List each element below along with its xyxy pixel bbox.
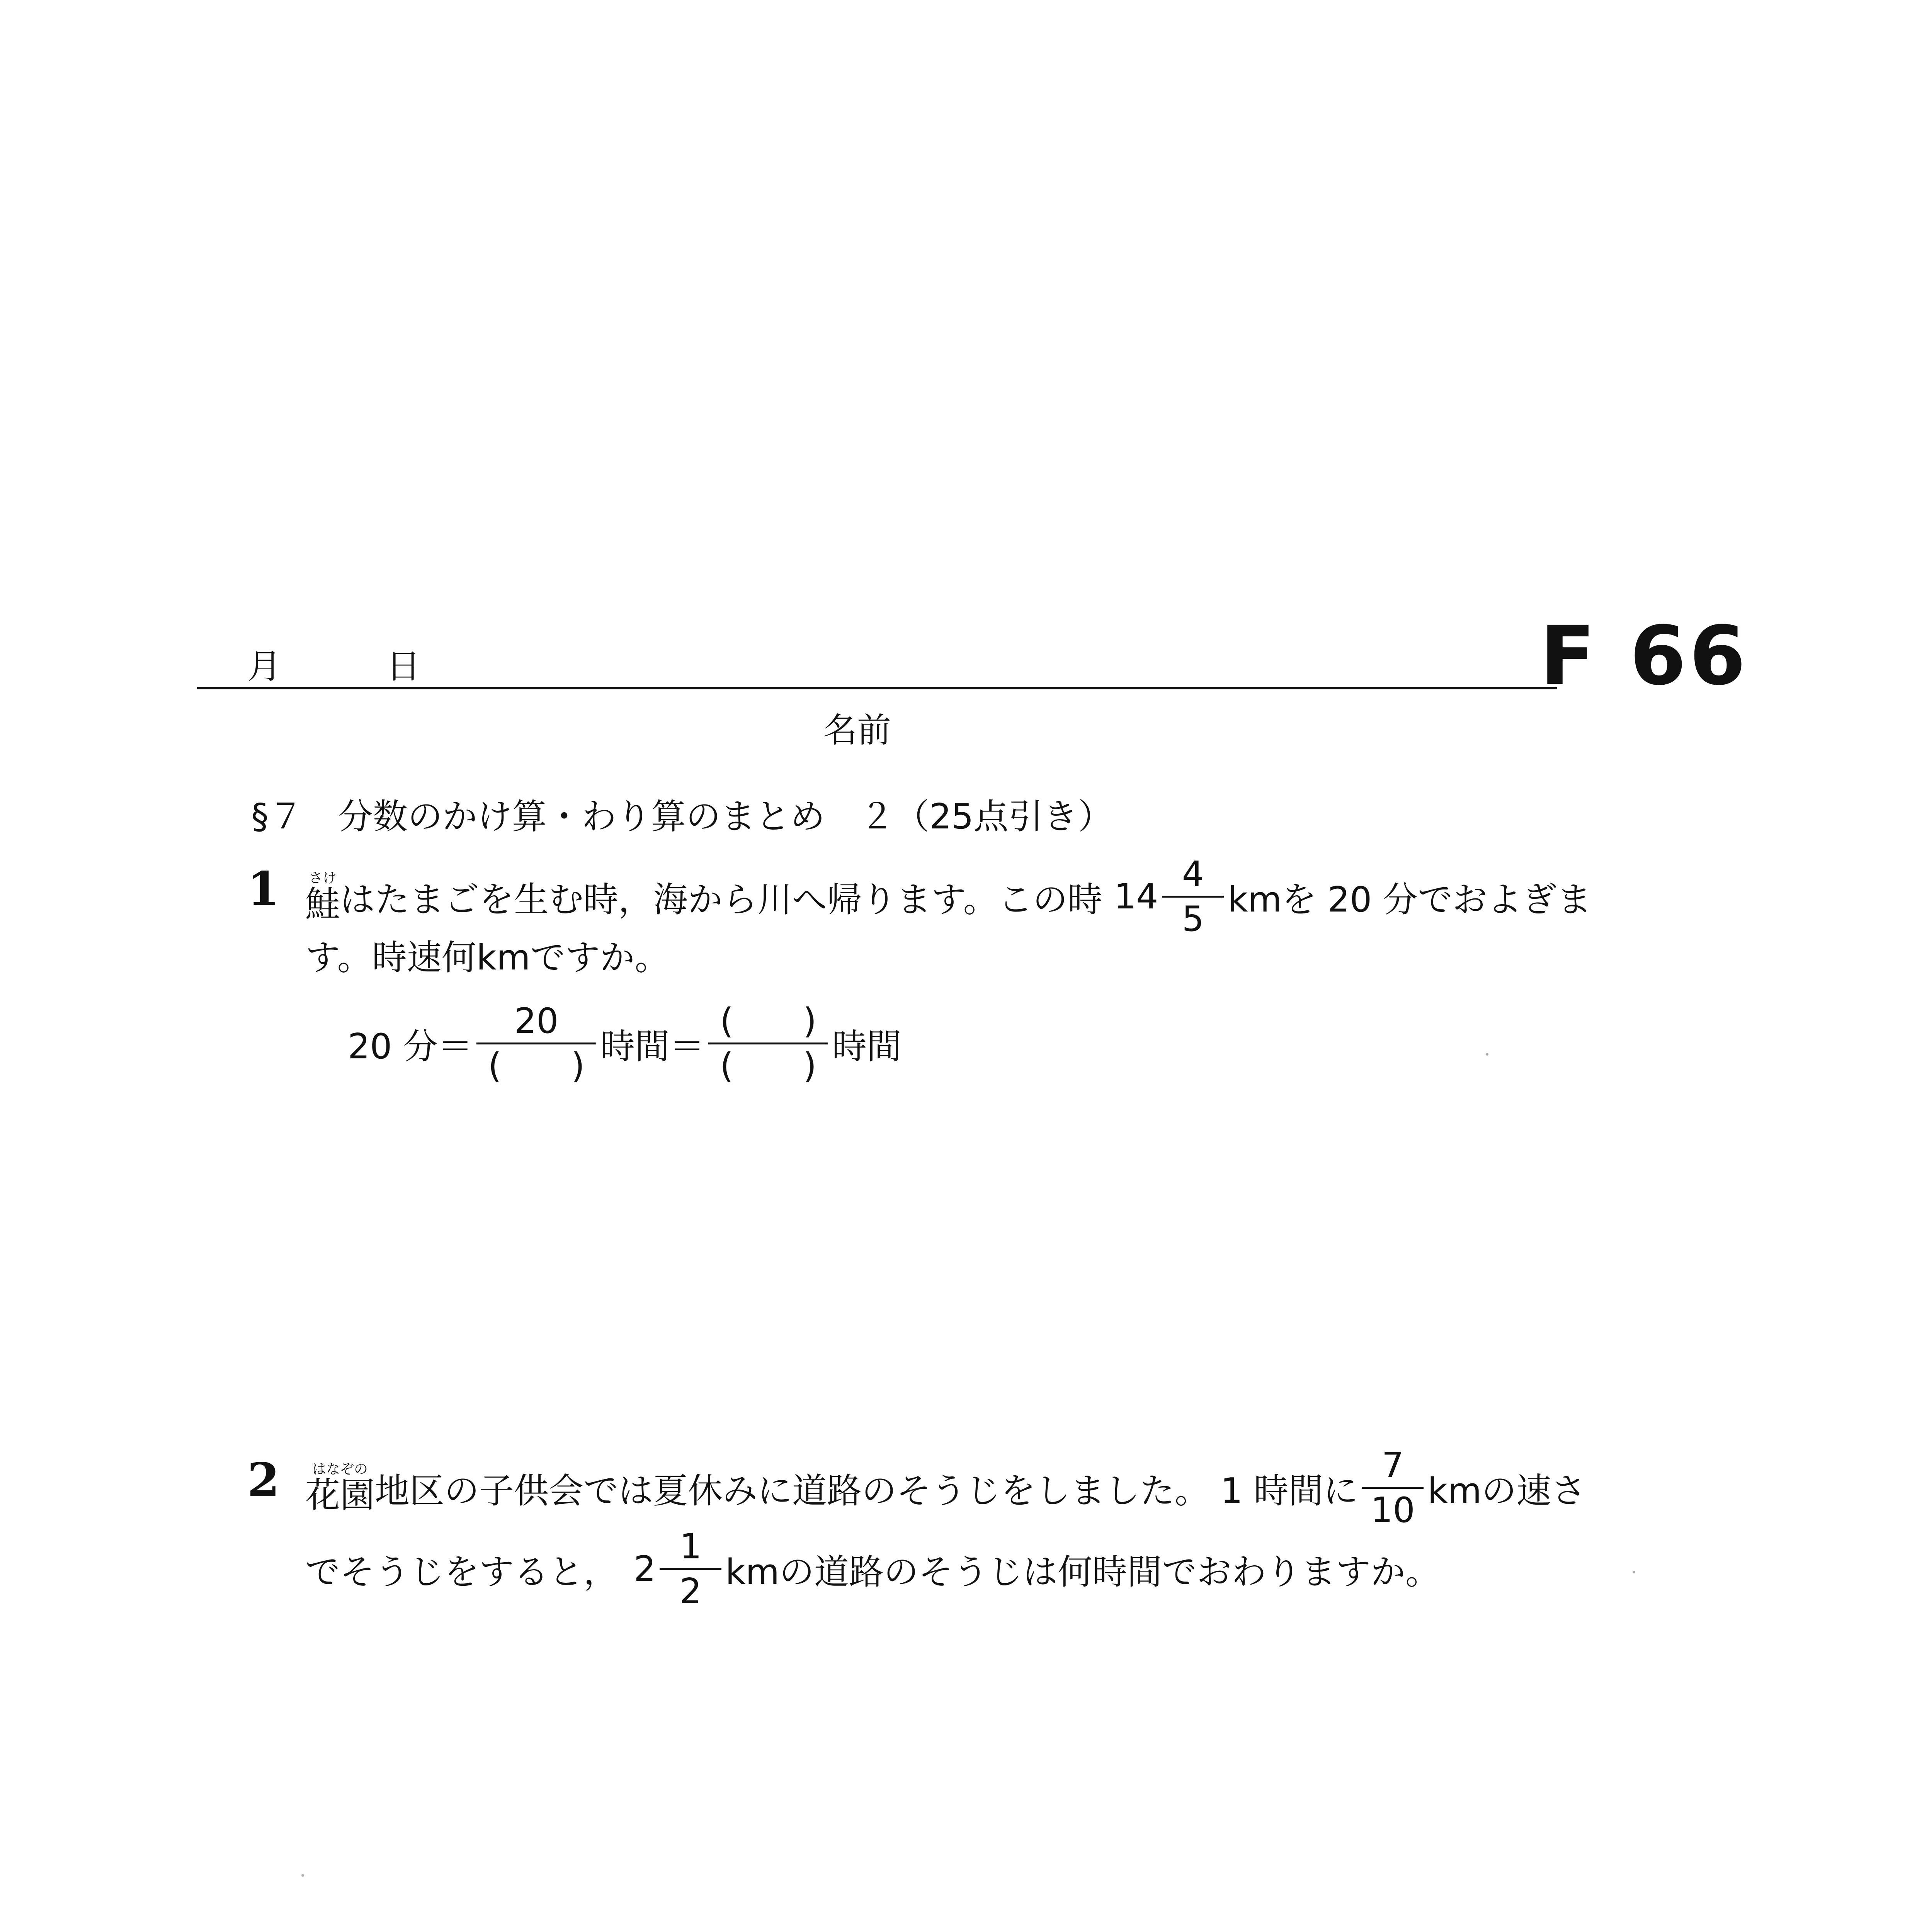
fraction-denominator: 2 — [679, 1571, 702, 1612]
question-2-number: 2 — [247, 1453, 280, 1507]
fraction-numerator: 7 — [1381, 1445, 1404, 1486]
question-2-line-2-text: でそうじをすると， — [305, 1552, 618, 1592]
section-title: §７ 分数のかけ算・わり算のまとめ ２（25点引き） — [251, 796, 1113, 837]
fraction-denominator: 5 — [1182, 898, 1204, 939]
question-2-line-2-after: kmの道路のそうじは何時間でおわりますか。 — [725, 1552, 1441, 1592]
work-lead: 20 分＝ — [348, 1026, 473, 1067]
answer-blank-denominator[interactable]: ( ) — [488, 1045, 585, 1086]
answer-blank-denominator[interactable]: ( ) — [720, 1045, 817, 1086]
fraction-bar — [1362, 1487, 1424, 1489]
header-rule — [197, 687, 1557, 689]
ruby-hanazono — [305, 1463, 375, 1513]
fraction-numerator: 20 — [514, 1000, 559, 1041]
mixed-number-whole: 2 — [634, 1548, 656, 1589]
scan-speck — [1633, 1571, 1635, 1573]
fraction-numerator: 1 — [679, 1526, 702, 1567]
work-tail: 時間 — [832, 1026, 902, 1067]
fraction-bar — [476, 1043, 596, 1044]
question-1-work-line — [348, 989, 902, 1097]
work-fraction-1 — [476, 1002, 596, 1085]
fraction-bar — [708, 1043, 828, 1044]
ruby-sake — [305, 871, 340, 922]
question-1-text: はたまごを生む時，海から川へ帰ります。この時 — [340, 879, 1102, 920]
question-1-text-after: kmを 20 分でおよぎま — [1228, 879, 1592, 920]
name-label: 名前 — [823, 710, 891, 750]
fraction-numerator: 4 — [1182, 854, 1204, 895]
worksheet-code: F 66 — [1540, 609, 1749, 703]
question-2-line-2 — [305, 1515, 1440, 1623]
ruby-base: 鮭 — [305, 884, 340, 924]
ruby-text: さけ — [308, 870, 337, 886]
question-1-line-2: す。時速何kmですか。 — [305, 937, 670, 978]
mixed-number-whole: 14 — [1114, 876, 1158, 917]
fraction-1-2 — [660, 1527, 721, 1611]
work-fraction-2 — [708, 1002, 828, 1085]
ruby-text: はなぞの — [312, 1461, 368, 1477]
month-label: 月 — [247, 646, 282, 686]
fraction-4-5 — [1162, 855, 1224, 938]
day-label: 日 — [386, 646, 421, 686]
scan-speck — [1486, 1053, 1488, 1056]
question-1-number: 1 — [247, 862, 280, 916]
scan-speck — [301, 1874, 304, 1877]
question-2-text-after: kmの速さ — [1427, 1471, 1586, 1511]
fraction-bar — [1162, 896, 1224, 898]
fraction-denominator: 10 — [1371, 1490, 1415, 1531]
answer-blank-numerator[interactable]: ( ) — [720, 1000, 817, 1041]
ruby-base: 花園 — [305, 1475, 375, 1515]
question-2-text: 地区の子供会では夏休みに道路のそうじをしました。 1 時間に — [375, 1471, 1358, 1511]
fraction-bar — [660, 1568, 721, 1570]
work-mid: 時間＝ — [600, 1026, 705, 1067]
